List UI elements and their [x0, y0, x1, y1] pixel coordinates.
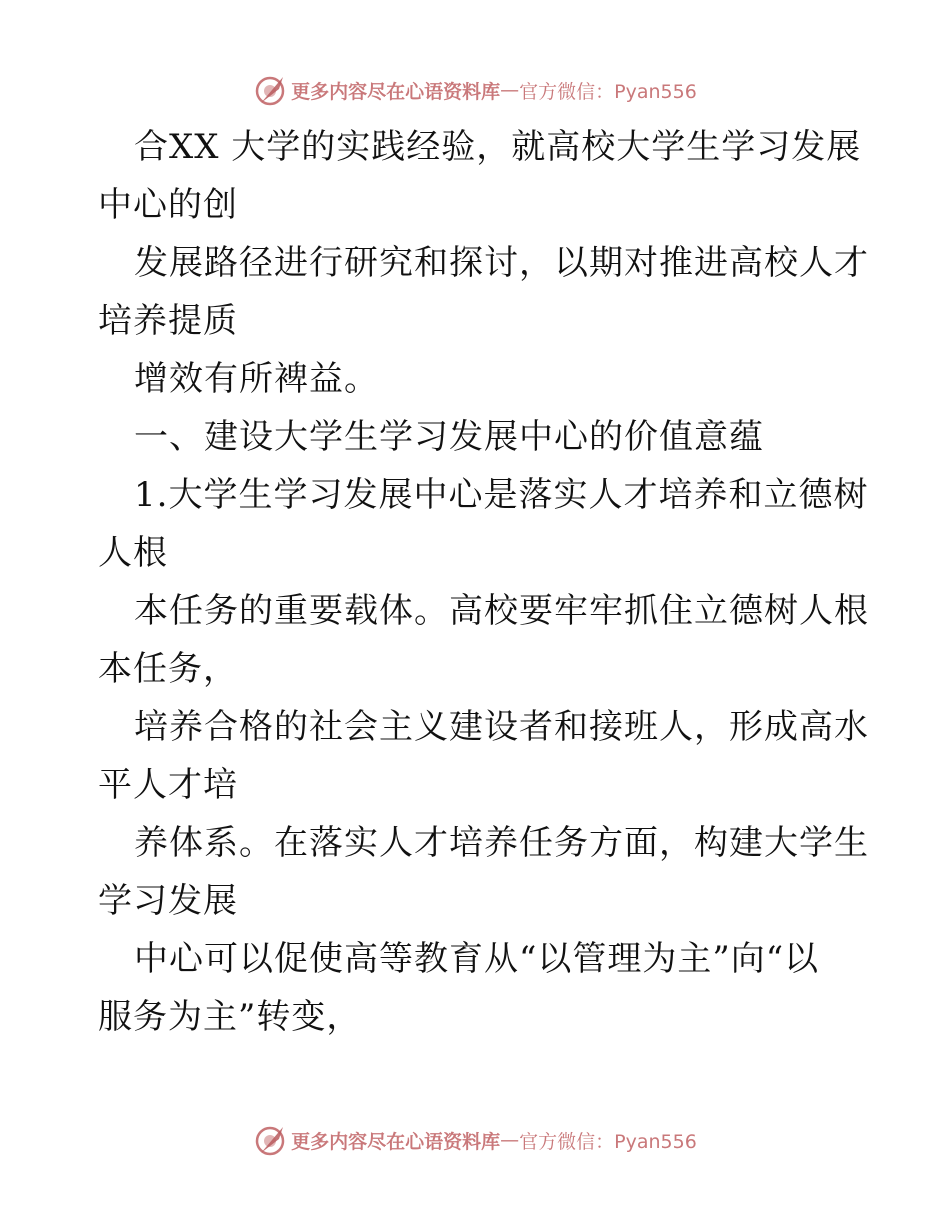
watermark-dash: — [500, 1129, 520, 1151]
watermark-text: 更多内容尽在心语资料库 [291, 1130, 501, 1153]
text-line: 服务为主”转变， [98, 997, 362, 1037]
text-line: 培养合格的社会主义建设者和接班人，形成高水 [134, 707, 869, 747]
text-line: 本任务， [98, 649, 238, 689]
watermark-wechat: 官方微信：Pyan556 [519, 1130, 697, 1153]
text-line: 平人才培 [98, 765, 238, 805]
watermark-text: 更多内容尽在心语资料库 [291, 80, 501, 103]
quill-seal-icon [253, 73, 287, 107]
header-watermark [0, 70, 950, 110]
text-line: 学习发展 [98, 881, 238, 921]
watermark-dash: — [500, 79, 520, 101]
text-line: 合XX 大学的实践经验，就高校大学生学习发展 [134, 127, 862, 167]
text-line: 本任务的重要载体。高校要牢牢抓住立德树人根 [134, 591, 869, 631]
text-line: 中心可以促使高等教育从“以管理为主”向“以 [134, 939, 820, 979]
text-line: 1.大学生学习发展中心是落实人才培养和立德树 [134, 475, 869, 515]
text-line: 培养提质 [98, 301, 238, 341]
text-line: 人根 [98, 533, 168, 573]
document-body [98, 118, 869, 1046]
text-line: 养体系。在落实人才培养任务方面，构建大学生 [134, 823, 869, 863]
text-line: 增效有所裨益。 [134, 359, 379, 399]
text-line: 一、建设大学生学习发展中心的价值意蕴 [134, 417, 764, 457]
text-line: 发展路径进行研究和探讨，以期对推进高校人才 [134, 243, 869, 283]
text-line: 中心的创 [98, 185, 238, 225]
quill-seal-icon [253, 1123, 287, 1157]
watermark-wechat: 官方微信：Pyan556 [519, 80, 697, 103]
footer-watermark [0, 1120, 950, 1160]
